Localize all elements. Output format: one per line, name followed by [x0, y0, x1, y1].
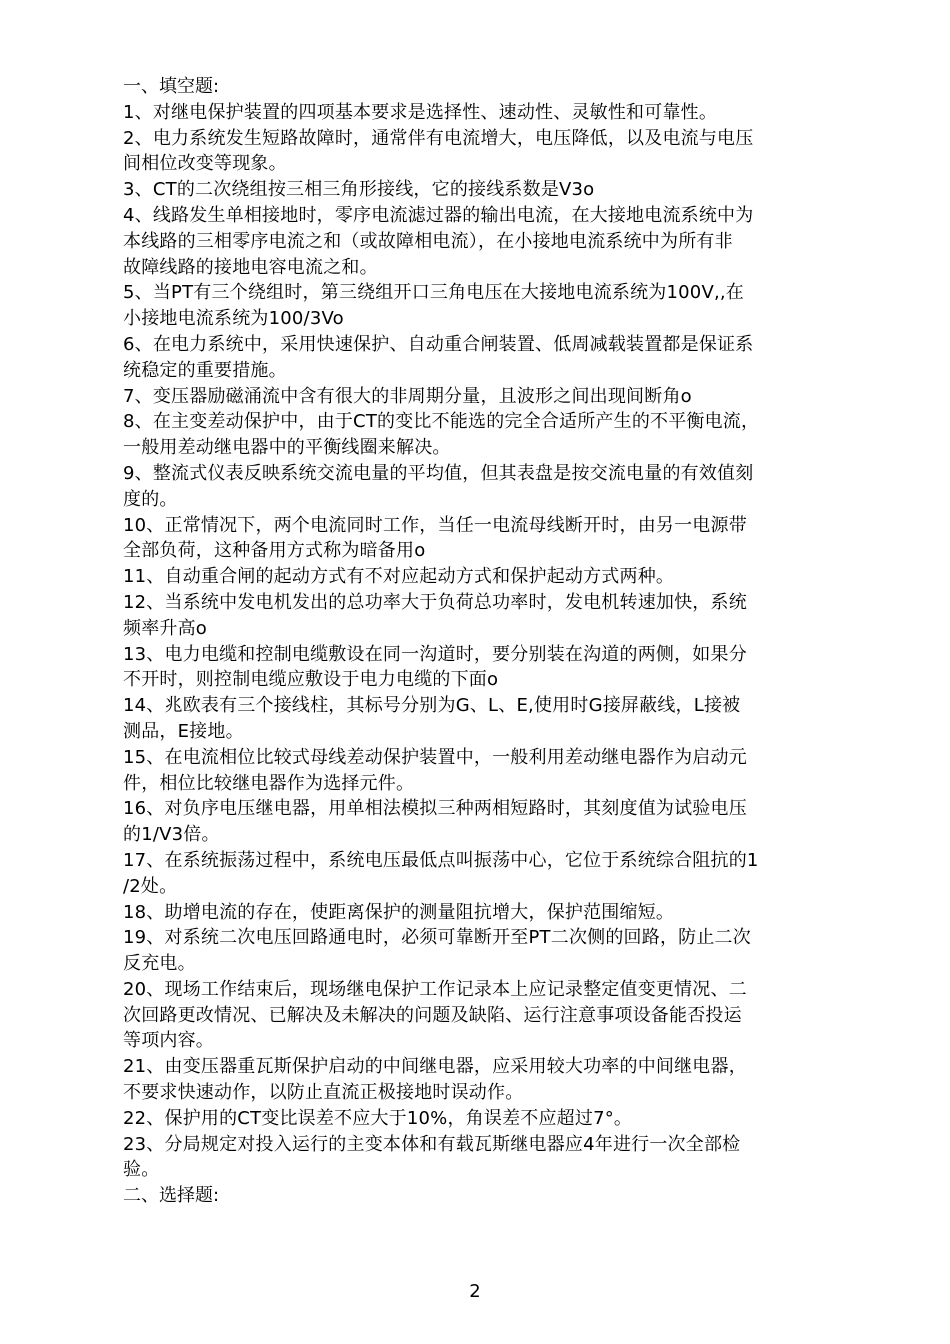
- text-line: 17、在系统振荡过程中，系统电压最低点叫振荡中心，它位于系统综合阻抗的1: [123, 849, 759, 871]
- text-line: 测品，E接地。: [123, 720, 244, 742]
- text-line: 18、助增电流的存在，使距离保护的测量阻抗增大，保护范围缩短。: [123, 901, 675, 923]
- text-line: 14、兆欧表有三个接线柱，其标号分别为G、L、E,使用时G接屏蔽线，L接被: [123, 695, 741, 717]
- text-line: 23、分局规定对投入运行的主变本体和有载瓦斯继电器应4年进行一次全部检: [123, 1133, 741, 1155]
- text-line: 频率升高o: [123, 617, 208, 639]
- text-line: 12、当系统中发电机发出的总功率大于负荷总功率时，发电机转速加快，系统: [123, 591, 747, 613]
- text-line: 反充电。: [123, 953, 196, 975]
- text-line: 4、线路发生单相接地时，零序电流滤过器的输出电流，在大接地电流系统中为: [123, 204, 754, 226]
- text-line: 6、在电力系统中，采用快速保护、自动重合闸装置、低周减载装置都是保证系: [123, 333, 754, 355]
- text-line: 10、正常情况下，两个电流同时工作，当任一电流母线断开时，由另一电源带: [123, 514, 747, 536]
- text-line: 13、电力电缆和控制电缆敷设在同一沟道时，要分别装在沟道的两侧，如果分: [123, 643, 747, 665]
- text-line: 小接地电流系统为100/3Vo: [123, 308, 344, 330]
- text-line: 22、保护用的CT变比误差不应大于10%，角误差不应超过7°。: [123, 1107, 633, 1129]
- text-line: 5、当PT有三个绕组时，第三绕组开口三角电压在大接地电流系统为100V,,在: [123, 282, 745, 304]
- text-line: 不开时，则控制电缆应敷设于电力电缆的下面o: [123, 669, 499, 691]
- text-line: 1、对继电保护装置的四项基本要求是选择性、速动性、灵敏性和可靠性。: [123, 101, 718, 123]
- text-line: 统稳定的重要措施。: [123, 359, 287, 381]
- page-number: 2: [469, 1281, 481, 1302]
- text-line: /2处。: [123, 875, 178, 897]
- text-line: 件，相位比较继电器作为选择元件。: [123, 772, 415, 794]
- text-line: 次回路更改情况、已解决及未解决的问题及缺陷、运行注意事项设备能否投运: [123, 1004, 742, 1026]
- text-line: 7、变压器励磁涌流中含有很大的非周期分量，且波形之间出现间断角o: [123, 385, 692, 407]
- text-line: 3、CT的二次绕组按三相三角形接线，它的接线系数是V3o: [123, 179, 595, 201]
- section-heading-fill-in-blanks: 一、填空题:: [123, 76, 220, 97]
- text-line: 21、由变压器重瓦斯保护启动的中间继电器，应采用较大功率的中间继电器，: [123, 1056, 747, 1078]
- text-line: 不要求快速动作，以防止直流正极接地时误动作。: [123, 1082, 524, 1104]
- question-list: [123, 100, 835, 1183]
- text-line: 的1/V3倍。: [123, 824, 220, 846]
- text-line: 度的。: [123, 488, 178, 510]
- text-line: 全部负荷，这种备用方式称为暗备用o: [123, 540, 426, 562]
- text-line: 故障线路的接地电容电流之和。: [123, 256, 378, 278]
- text-line: 2、电力系统发生短路故障时，通常伴有电流增大，电压降低，以及电流与电压: [123, 127, 754, 149]
- text-line: 9、整流式仪表反映系统交流电量的平均值，但其表盘是按交流电量的有效值刻: [123, 462, 754, 484]
- document-body: [123, 74, 835, 1209]
- text-line: 验。: [123, 1159, 160, 1181]
- text-line: 8、在主变差动保护中，由于CT的变比不能选的完全合适所产生的不平衡电流，: [123, 411, 760, 433]
- text-line: 11、自动重合闸的起动方式有不对应起动方式和保护起动方式两种。: [123, 566, 675, 588]
- text-line: 15、在电流相位比较式母线差动保护装置中，一般利用差动继电器作为启动元: [123, 746, 747, 768]
- text-line: 一般用差动继电器中的平衡线圈来解决。: [123, 437, 451, 459]
- text-line: 间相位改变等现象。: [123, 153, 287, 175]
- section-heading-multiple-choice: 二、选择题:: [123, 1185, 220, 1207]
- text-line: 本线路的三相零序电流之和（或故障相电流），在小接地电流系统中为所有非: [123, 230, 733, 252]
- text-line: 19、对系统二次电压回路通电时，必须可靠断开至PT二次侧的回路，防止二次: [123, 927, 751, 949]
- text-line: 20、现场工作结束后，现场继电保护工作记录本上应记录整定值变更情况、二: [123, 978, 747, 1000]
- text-line: 等项内容。: [123, 1030, 214, 1052]
- text-line: 16、对负序电压继电器，用单相法模拟三种两相短路时，其刻度值为试验电压: [123, 798, 747, 820]
